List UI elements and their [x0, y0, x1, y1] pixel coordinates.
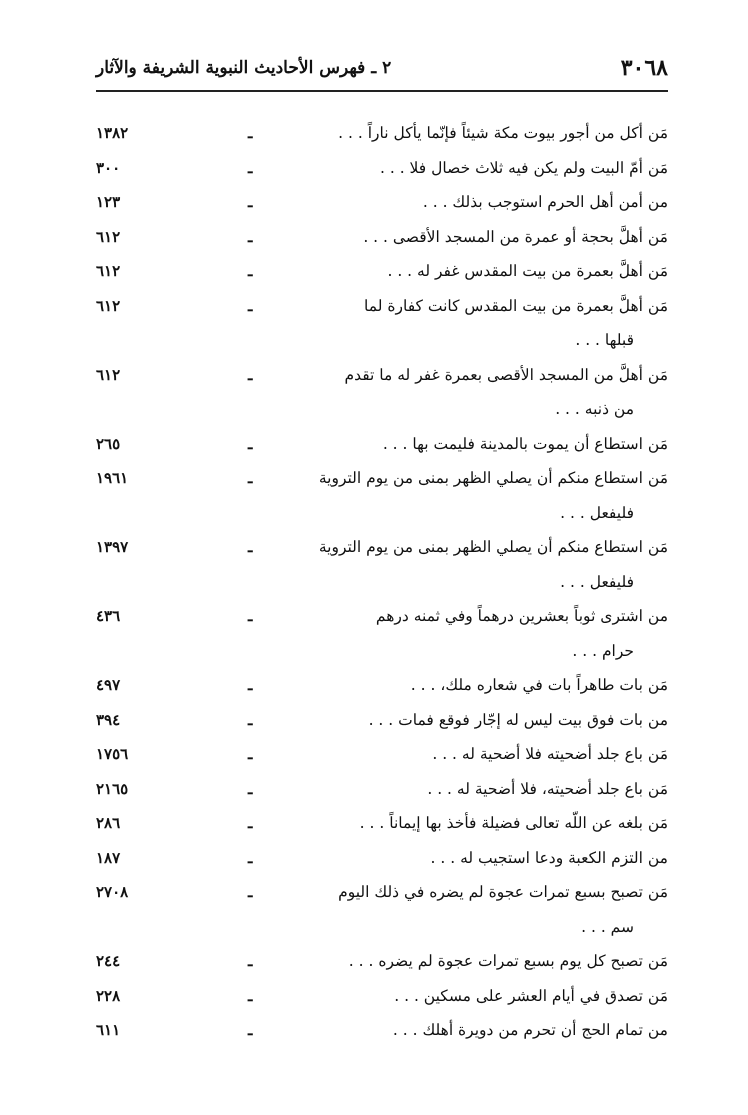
- entry-continuation-line: سم . . .: [581, 917, 634, 936]
- entry-first-line: من أمن أهل الحرم استوجب بذلك . . .: [422, 193, 668, 211]
- entry-text: [308, 944, 668, 979]
- index-entry: [96, 358, 668, 427]
- entry-first-line: مَن استطاع أن يموت بالمدينة فليمت بها . . .: [382, 434, 668, 453]
- page-header: [96, 55, 668, 85]
- entry-dash: ـ: [248, 124, 253, 142]
- entry-first-line: مَن تصبح كل يوم بسبع تمرات عجوة لم يضره . . .: [348, 952, 668, 970]
- entry-first-line: مَن تصبح بسبع تمرات عجوة لم يضره في ذلك اليوم: [338, 883, 668, 901]
- entry-text: [308, 116, 668, 151]
- entry-first-line: مَن تصدق في أيام العشر على مسكين . . .: [394, 986, 668, 1005]
- entry-dash: ـ: [248, 676, 253, 694]
- index-entry: [96, 737, 668, 772]
- entry-text: [308, 1013, 668, 1048]
- entry-first-line: من بات فوق بيت ليس له إجّار فوقع فمات . . .: [368, 710, 668, 729]
- index-entry: [96, 841, 668, 876]
- entry-first-line: من تمام الحج أن تحرم من دويرة أهلك . . .: [392, 1021, 668, 1039]
- index-entry: [96, 875, 668, 944]
- entry-text: [308, 806, 668, 841]
- entry-dash: ـ: [248, 848, 253, 867]
- entry-number: ٦١٢: [96, 365, 121, 384]
- entry-dash: ـ: [248, 193, 253, 211]
- index-entry: [96, 806, 668, 841]
- entry-text: [308, 703, 668, 738]
- index-entry: [96, 944, 668, 979]
- entry-text: [308, 599, 668, 668]
- entry-first-line: مَن أهلَّ من المسجد الأقصى بعمرة غفر له ما تقدم: [344, 365, 668, 384]
- entry-dash: ـ: [248, 1021, 253, 1039]
- hadith-index-list: [96, 116, 668, 1048]
- entry-number: ١٣٨٢: [96, 124, 129, 142]
- entry-dash: ـ: [248, 607, 253, 625]
- entry-number: ١٨٧: [96, 848, 121, 867]
- entry-text: [308, 772, 668, 807]
- entry-dash: ـ: [248, 296, 253, 315]
- index-entry: [96, 979, 668, 1014]
- entry-number: ٦١٢: [96, 296, 121, 315]
- entry-first-line: مَن أمّ البيت ولم يكن فيه ثلاث خصال فلا . . .: [380, 158, 668, 177]
- index-entry: [96, 599, 668, 668]
- entry-number: ١٩٦١: [96, 469, 129, 487]
- entry-dash: ـ: [248, 227, 253, 246]
- index-entry: [96, 254, 668, 289]
- entry-first-line: مَن أكل من أجور بيوت مكة شيئاً فإنّما يأكل ناراً . . .: [338, 124, 668, 142]
- entry-number: ٤٩٧: [96, 676, 121, 694]
- index-entry: [96, 772, 668, 807]
- entry-text: [308, 254, 668, 289]
- entry-number: ٢٤٤: [96, 952, 121, 970]
- entry-dash: ـ: [248, 779, 253, 798]
- entry-first-line: مَن باع جلد أضحيته، فلا أضحية له . . .: [427, 779, 668, 798]
- entry-first-line: مَن أهلَّ بعمرة من بيت المقدس غفر له . . .: [387, 262, 668, 280]
- entry-number: ٤٣٦: [96, 607, 121, 625]
- entry-number: ٢٨٦: [96, 814, 121, 832]
- entry-text: [308, 530, 668, 599]
- entry-dash: ـ: [248, 262, 253, 280]
- entry-dash: ـ: [248, 814, 253, 832]
- entry-text: [308, 185, 668, 220]
- entry-first-line: مَن باع جلد أضحيته فلا أضحية له . . .: [432, 745, 668, 763]
- running-title: ٢ ـ فهرس الأحاديث النبوية الشريفة والآثار: [96, 58, 392, 78]
- entry-continuation-line: قبلها . . .: [575, 331, 634, 349]
- entry-number: ٢١٦٥: [96, 779, 129, 798]
- entry-continuation-line: حرام . . .: [572, 641, 634, 660]
- entry-first-line: مَن استطاع منكم أن يصلي الظهر بمنى من يوم التروية: [318, 538, 668, 556]
- entry-number: ٣٩٤: [96, 710, 121, 729]
- entry-text: [308, 358, 668, 427]
- entry-dash: ـ: [248, 986, 253, 1005]
- entry-continuation-line: من ذنبه . . .: [555, 400, 634, 418]
- entry-number: ١٢٣: [96, 193, 121, 211]
- entry-text: [308, 151, 668, 186]
- entry-first-line: مَن بلغه عن اللّه تعالى فضيلة فأخذ بها إيماناً . . .: [359, 814, 668, 832]
- entry-dash: ـ: [248, 434, 253, 453]
- entry-text: [308, 875, 668, 944]
- entry-dash: ـ: [248, 365, 253, 384]
- entry-dash: ـ: [248, 469, 253, 487]
- entry-dash: ـ: [248, 952, 253, 970]
- entry-first-line: مَن بات طاهراً بات في شعاره ملك، . . .: [410, 676, 668, 694]
- entry-dash: ـ: [248, 710, 253, 729]
- entry-first-line: من التزم الكعبة ودعا استجيب له . . .: [430, 848, 668, 867]
- index-entry: [96, 668, 668, 703]
- entry-text: [308, 427, 668, 462]
- entry-continuation-line: فليفعل . . .: [560, 572, 634, 591]
- page-number: ٣٠٦٨: [620, 55, 668, 81]
- entry-dash: ـ: [248, 745, 253, 763]
- entry-text: [308, 461, 668, 530]
- entry-number: ٦١٢: [96, 227, 121, 246]
- entry-number: ٦١١: [96, 1021, 121, 1039]
- index-entry: [96, 116, 668, 151]
- header-rule: [96, 90, 668, 92]
- index-entry: [96, 185, 668, 220]
- entry-number: ٢٧٠٨: [96, 883, 129, 901]
- entry-first-line: من اشترى ثوباً بعشرين درهماً وفي ثمنه درهم: [375, 607, 668, 625]
- entry-text: [308, 289, 668, 358]
- entry-text: [308, 979, 668, 1014]
- index-entry: [96, 151, 668, 186]
- entry-text: [308, 737, 668, 772]
- entry-first-line: مَن استطاع منكم أن يصلي الظهر بمنى من يوم التروية: [318, 469, 668, 487]
- entry-continuation-line: فليفعل . . .: [560, 503, 634, 522]
- entry-number: ٣٠٠: [96, 158, 121, 177]
- index-entry: [96, 530, 668, 599]
- index-entry: [96, 289, 668, 358]
- index-entry: [96, 703, 668, 738]
- index-entry: [96, 461, 668, 530]
- entry-text: [308, 841, 668, 876]
- entry-dash: ـ: [248, 538, 253, 556]
- entry-dash: ـ: [248, 883, 253, 901]
- entry-number: ٦١٢: [96, 262, 121, 280]
- index-entry: [96, 1013, 668, 1048]
- index-entry: [96, 427, 668, 462]
- entry-number: ١٣٩٧: [96, 538, 129, 556]
- index-entry: [96, 220, 668, 255]
- entry-number: ٢٢٨: [96, 986, 121, 1005]
- entry-text: [308, 220, 668, 255]
- entry-number: ١٧٥٦: [96, 745, 129, 763]
- entry-dash: ـ: [248, 158, 253, 177]
- entry-number: ٢٦٥: [96, 434, 121, 453]
- entry-text: [308, 668, 668, 703]
- entry-first-line: مَن أهلَّ بحجة أو عمرة من المسجد الأقصى . . .: [363, 227, 668, 246]
- entry-first-line: مَن أهلَّ بعمرة من بيت المقدس كانت كفارة لما: [364, 296, 668, 315]
